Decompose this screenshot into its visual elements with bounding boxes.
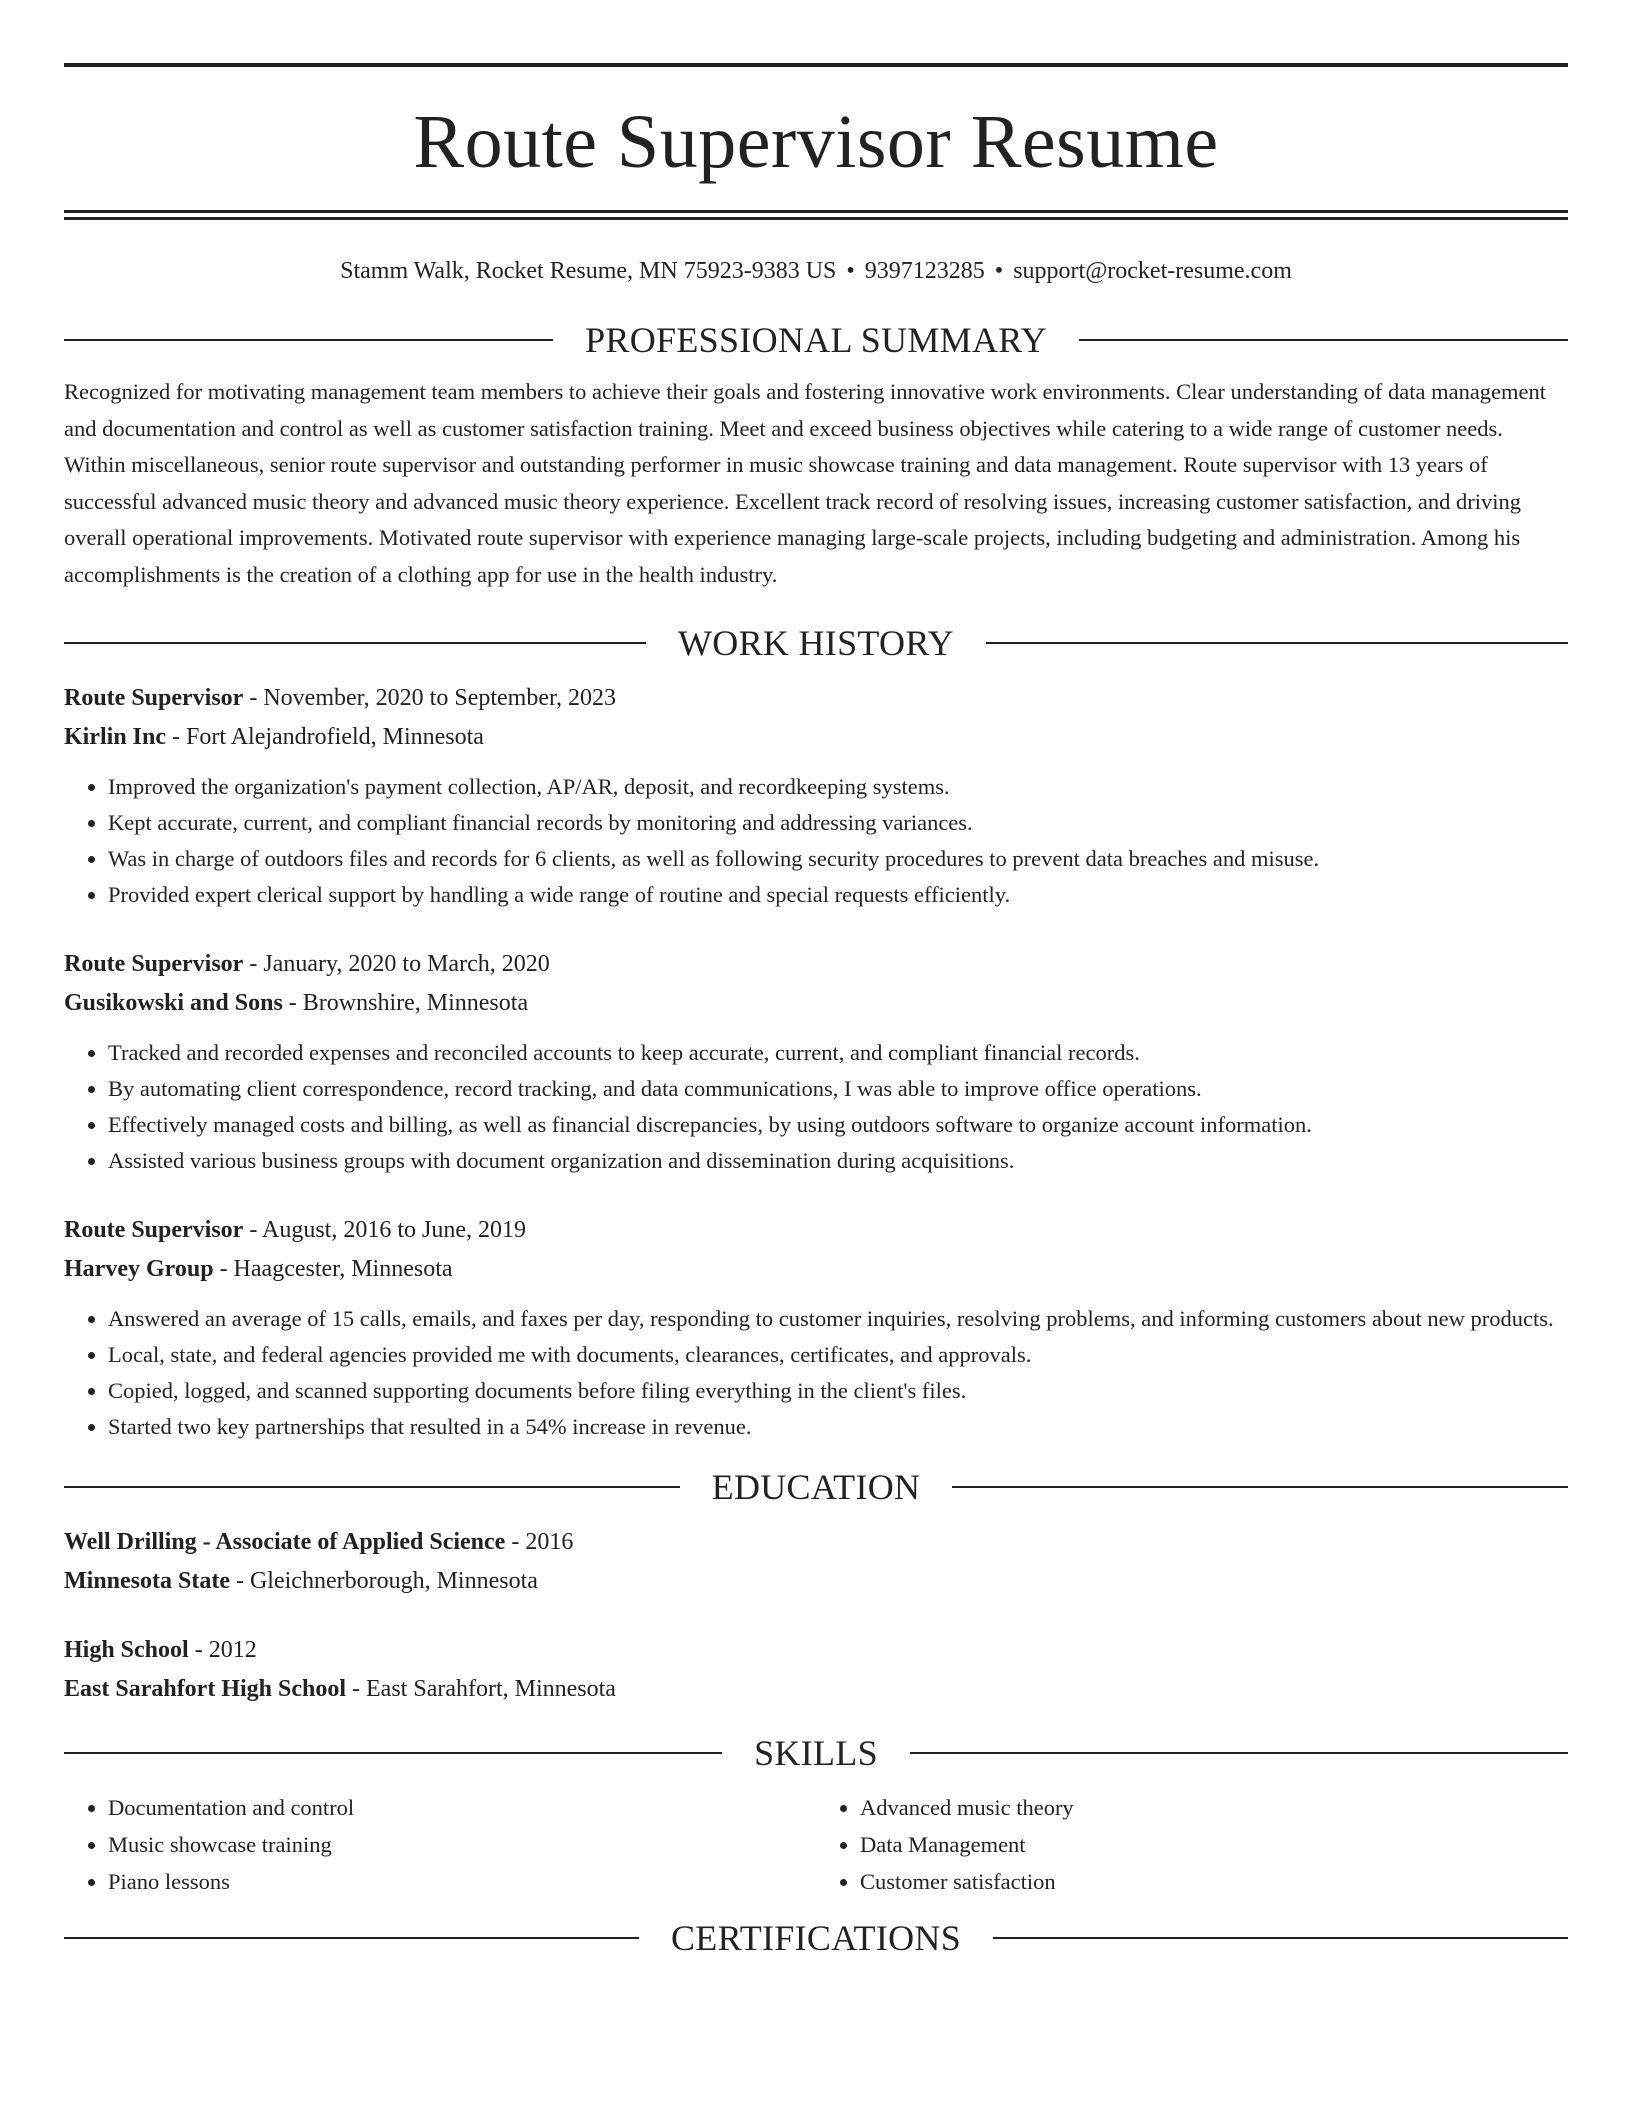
- divider: [986, 642, 1568, 644]
- contact-line: [64, 256, 1568, 286]
- list-item: • Started two key partnerships that resulted in a 54% increase in revenue.: [108, 1409, 1568, 1445]
- contact-address: Stamm Walk, Rocket Resume, MN 75923-9383 US: [340, 258, 837, 284]
- section-heading-work-history: [64, 621, 1568, 665]
- skill-item: • Customer satisfaction: [860, 1863, 1568, 1900]
- resume-page: [64, 0, 1568, 1960]
- skill-item: • Music showcase training: [108, 1826, 816, 1863]
- divider: [64, 642, 646, 644]
- education-year: - 2016: [505, 1529, 574, 1555]
- job-company-line: [64, 984, 1568, 1023]
- section-title: EDUCATION: [711, 1467, 921, 1507]
- list-item: • Copied, logged, and scanned supporting documents before filing everything in the client's files.: [108, 1373, 1568, 1409]
- job-location: - Haagcester, Minnesota: [213, 1256, 453, 1282]
- section-title: CERTIFICATIONS: [670, 1918, 962, 1958]
- list-item: • Was in charge of outdoors files and records for 6 clients, as well as following security procedures to prevent data breaches and misuse.: [108, 841, 1568, 877]
- divider: [64, 1937, 639, 1939]
- divider: [910, 1752, 1568, 1754]
- list-item: • By automating client correspondence, record tracking, and data communications, I was able to improve office operations.: [108, 1071, 1568, 1107]
- contact-separator: •: [994, 258, 1004, 284]
- education-school: Minnesota State: [64, 1568, 230, 1594]
- top-rule: [64, 63, 1568, 67]
- divider: [64, 339, 553, 341]
- list-item: • Answered an average of 15 calls, emails, and faxes per day, responding to customer inquiries, resolving problems, and informing customers about new products.: [108, 1301, 1568, 1337]
- education-school-line: [64, 1670, 1568, 1709]
- job-company: Kirlin Inc: [64, 724, 167, 750]
- skill-item: • Documentation and control: [108, 1789, 816, 1826]
- education-location: - Gleichnerborough, Minnesota: [229, 1568, 538, 1594]
- divider: [993, 1937, 1568, 1939]
- job-dates: - August, 2016 to June, 2019: [243, 1217, 527, 1243]
- list-item: • Assisted various business groups with document organization and dissemination during acquisitions.: [108, 1143, 1568, 1179]
- job-entry: [64, 1211, 1568, 1445]
- list-item: • Improved the organization's payment collection, AP/AR, deposit, and recordkeeping systems.: [108, 769, 1568, 805]
- education-location: - East Sarahfort, Minnesota: [346, 1676, 616, 1702]
- section-title: WORK HISTORY: [678, 623, 954, 663]
- divider: [64, 1752, 722, 1754]
- education-year: - 2012: [188, 1637, 257, 1663]
- job-title: Route Supervisor: [64, 951, 244, 977]
- job-title-line: [64, 679, 1568, 718]
- skills-list: [64, 1789, 1568, 1900]
- section-title: PROFESSIONAL SUMMARY: [585, 320, 1047, 360]
- job-dates: - November, 2020 to September, 2023: [243, 685, 617, 711]
- job-bullets: [64, 1301, 1568, 1445]
- skills-column-right: [816, 1789, 1568, 1900]
- education-degree: Well Drilling - Associate of Applied Science: [64, 1529, 506, 1555]
- title-double-rule: [64, 210, 1568, 220]
- summary-paragraph: Recognized for motivating management team members to achieve their goals and fostering innovative work environments. Clear understanding of data management and documentation and control as well as customer satisfaction training. Meet and exceed business objectives while catering to a wide range of customer needs. Within miscellaneous, senior route supervisor and outstanding performer in music showcase training and data management. Route supervisor with 13 years of successful advanced music theory and advanced music theory experience. Excellent track record of resolving issues, increasing customer satisfaction, and driving overall operational improvements. Motivated route supervisor with experience managing large-scale projects, including budgeting and administration. Among his accomplishments is the creation of a clothing app for use in the health industry.: [64, 379, 1547, 587]
- skill-item: • Advanced music theory: [860, 1789, 1568, 1826]
- job-location: - Fort Alejandrofield, Minnesota: [166, 724, 484, 750]
- job-title: Route Supervisor: [64, 1217, 244, 1243]
- job-bullets: [64, 769, 1568, 913]
- job-company-line: [64, 718, 1568, 757]
- list-item: • Provided expert clerical support by handling a wide range of routine and special requests efficiently.: [108, 877, 1568, 913]
- job-company: Gusikowski and Sons: [64, 990, 283, 1016]
- list-item: • Local, state, and federal agencies provided me with documents, clearances, certificates, and approvals.: [108, 1337, 1568, 1373]
- education-school-line: [64, 1562, 1568, 1601]
- divider: [952, 1486, 1568, 1488]
- job-title: Route Supervisor: [64, 685, 244, 711]
- page-title: Route Supervisor Resume: [413, 100, 1219, 184]
- job-entry: [64, 679, 1568, 913]
- contact-phone: 9397123285: [864, 258, 985, 284]
- job-entry: [64, 945, 1568, 1179]
- job-dates: - January, 2020 to March, 2020: [243, 951, 550, 977]
- job-title-line: [64, 945, 1568, 984]
- divider: [1079, 339, 1568, 341]
- education-degree-line: [64, 1523, 1568, 1562]
- list-item: • Effectively managed costs and billing, as well as financial discrepancies, by using outdoors software to organize account information.: [108, 1107, 1568, 1143]
- education-degree-line: [64, 1631, 1568, 1670]
- list-item: • Tracked and recorded expenses and reconciled accounts to keep accurate, current, and compliant financial records.: [108, 1035, 1568, 1071]
- job-company-line: [64, 1250, 1568, 1289]
- skills-column-left: [64, 1789, 816, 1900]
- contact-email: support@rocket-resume.com: [1013, 258, 1292, 284]
- education-degree: High School: [64, 1637, 189, 1663]
- education-school: East Sarahfort High School: [64, 1676, 347, 1702]
- education-entry: [64, 1523, 1568, 1601]
- skill-item: • Piano lessons: [108, 1863, 816, 1900]
- section-heading-certifications: [64, 1916, 1568, 1960]
- education-entry: [64, 1631, 1568, 1709]
- job-title-line: [64, 1211, 1568, 1250]
- section-heading-skills: [64, 1731, 1568, 1775]
- section-heading-education: [64, 1465, 1568, 1509]
- divider: [64, 1486, 680, 1488]
- job-location: - Brownshire, Minnesota: [282, 990, 529, 1016]
- section-title: SKILLS: [754, 1733, 878, 1773]
- section-heading-summary: [64, 318, 1568, 362]
- contact-separator: •: [846, 258, 855, 284]
- job-bullets: [64, 1035, 1568, 1179]
- job-company: Harvey Group: [64, 1256, 214, 1282]
- skill-item: • Data Management: [860, 1826, 1568, 1863]
- list-item: • Kept accurate, current, and compliant financial records by monitoring and addressing variances.: [108, 805, 1568, 841]
